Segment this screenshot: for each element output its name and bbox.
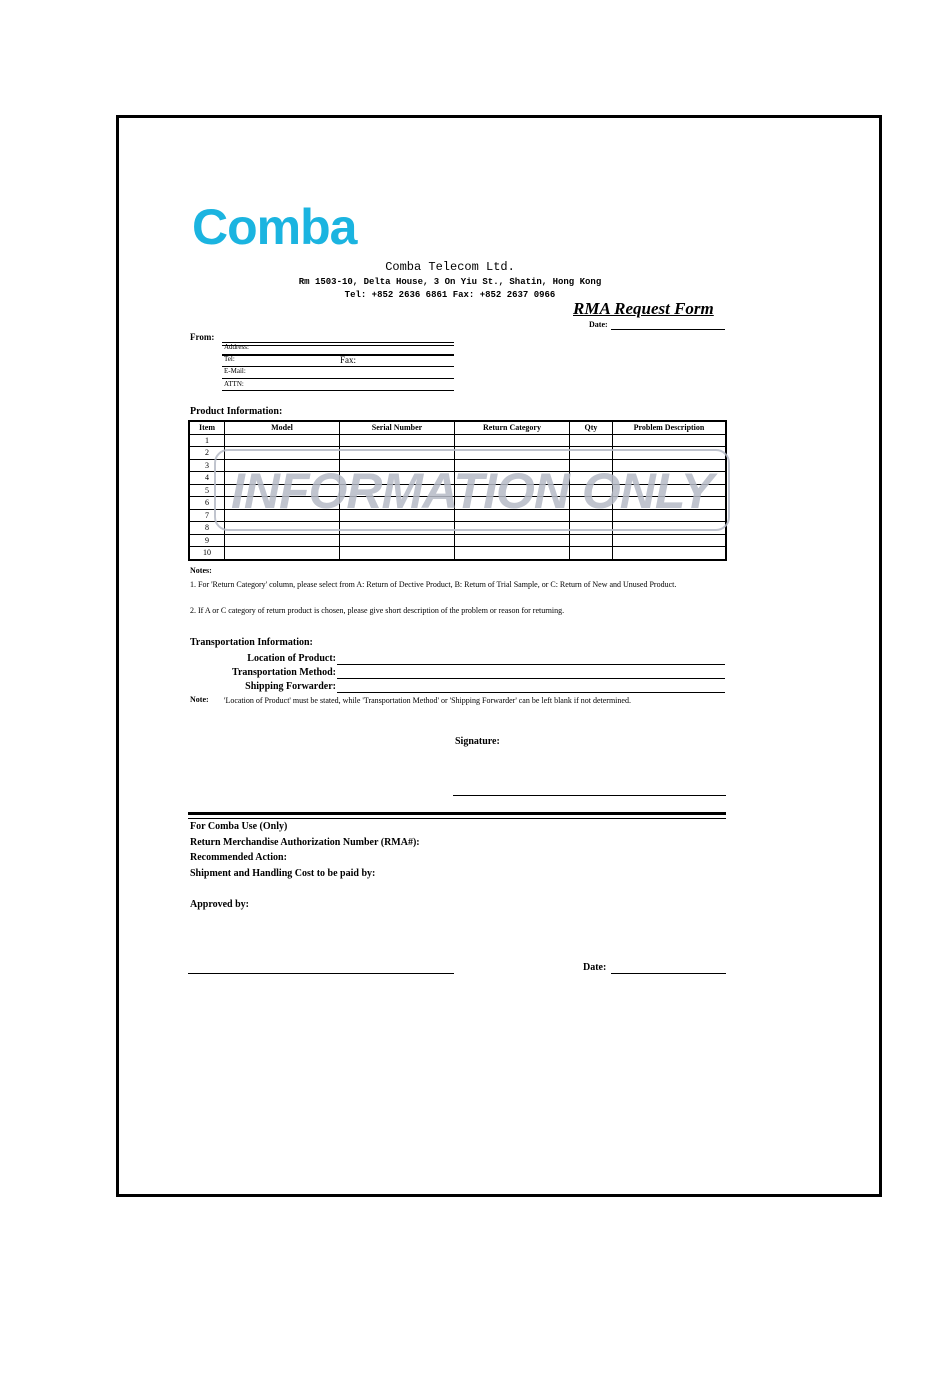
transport-heading: Transportation Information: bbox=[190, 637, 313, 648]
approval-date-label: Date: bbox=[583, 962, 607, 973]
rma-number-label: Return Merchandise Authorization Number (RMA#): bbox=[190, 837, 420, 848]
signature-field[interactable] bbox=[453, 795, 726, 796]
item-cell: 3 bbox=[189, 459, 225, 472]
forwarder-label: Shipping Forwarder: bbox=[245, 681, 336, 692]
notes-heading: Notes: bbox=[190, 566, 212, 575]
item-cell: 5 bbox=[189, 484, 225, 497]
item-cell: 6 bbox=[189, 497, 225, 510]
email-field[interactable] bbox=[222, 378, 454, 379]
from-name-field[interactable] bbox=[222, 342, 454, 343]
from-divider bbox=[222, 345, 454, 346]
company-contact: Tel: +852 2636 6861 Fax: +852 2637 0966 bbox=[344, 290, 556, 300]
tel-label: Tel: bbox=[224, 355, 235, 363]
table-row bbox=[189, 547, 726, 560]
approval-date-field[interactable] bbox=[611, 973, 726, 974]
attn-label: ATTN: bbox=[224, 380, 244, 388]
from-label: From: bbox=[190, 332, 215, 342]
item-cell: 8 bbox=[189, 522, 225, 535]
col-problem-description: Problem Description bbox=[613, 421, 727, 434]
qty-cell[interactable] bbox=[570, 434, 613, 447]
location-label: Location of Product: bbox=[247, 653, 336, 664]
problem-description-cell[interactable] bbox=[613, 547, 727, 560]
col-item: Item bbox=[189, 421, 225, 434]
address-field[interactable] bbox=[222, 354, 454, 356]
comba-use-heading: For Comba Use (Only) bbox=[190, 821, 288, 832]
method-field[interactable] bbox=[337, 678, 725, 679]
company-name: Comba Telecom Ltd. bbox=[385, 260, 515, 274]
approved-by-label: Approved by: bbox=[190, 899, 249, 910]
return-category-cell[interactable] bbox=[455, 434, 570, 447]
signature-label: Signature: bbox=[455, 736, 500, 747]
col-model: Model bbox=[225, 421, 340, 434]
address-label: Address: bbox=[224, 343, 249, 351]
table-header-row bbox=[189, 421, 726, 434]
location-field[interactable] bbox=[337, 664, 725, 665]
qty-cell[interactable] bbox=[570, 534, 613, 547]
attn-field[interactable] bbox=[222, 390, 454, 391]
date-field[interactable] bbox=[611, 329, 725, 330]
serial-number-cell[interactable] bbox=[340, 534, 455, 547]
item-cell: 4 bbox=[189, 472, 225, 485]
problem-description-cell[interactable] bbox=[613, 434, 727, 447]
problem-description-cell[interactable] bbox=[613, 534, 727, 547]
product-info-heading: Product Information: bbox=[190, 406, 283, 417]
form-title: RMA Request Form bbox=[573, 299, 714, 318]
note-2: 2. If A or C category of return product is chosen, please give short description of the problem or reason for returning. bbox=[190, 606, 565, 615]
col-return-category: Return Category bbox=[455, 421, 570, 434]
company-address: Rm 1503-10, Delta House, 3 On Yiu St., Shatin, Hong Kong bbox=[298, 277, 602, 287]
forwarder-field[interactable] bbox=[337, 692, 725, 693]
serial-number-cell[interactable] bbox=[340, 434, 455, 447]
date-label: Date: bbox=[589, 320, 608, 329]
item-cell: 10 bbox=[189, 547, 225, 560]
method-label: Transportation Method: bbox=[232, 667, 336, 678]
model-cell[interactable] bbox=[225, 434, 340, 447]
item-cell: 7 bbox=[189, 509, 225, 522]
col-qty: Qty bbox=[570, 421, 613, 434]
section-divider-thick bbox=[188, 812, 726, 815]
item-cell: 9 bbox=[189, 534, 225, 547]
item-cell: 1 bbox=[189, 434, 225, 447]
return-category-cell[interactable] bbox=[455, 547, 570, 560]
qty-cell[interactable] bbox=[570, 547, 613, 560]
fax-label: Fax: bbox=[340, 355, 357, 365]
note-1: 1. For 'Return Category' column, please select from A: Return of Dective Product, B: Return of Trial Sample, or C: Return of New and Unused Product. bbox=[190, 580, 677, 589]
tel-fax-field[interactable] bbox=[222, 366, 454, 367]
comba-logo: Comba bbox=[192, 199, 357, 255]
table-row bbox=[189, 434, 726, 447]
table-row bbox=[189, 534, 726, 547]
email-label: E-Mail: bbox=[224, 367, 246, 375]
approved-by-field[interactable] bbox=[188, 973, 454, 974]
model-cell[interactable] bbox=[225, 547, 340, 560]
information-only-watermark: INFORMATION ONLY bbox=[214, 449, 730, 531]
shipping-cost-label: Shipment and Handling Cost to be paid by: bbox=[190, 868, 376, 879]
section-divider-thin bbox=[188, 818, 726, 819]
recommended-action-label: Recommended Action: bbox=[190, 852, 287, 863]
transport-note-text: 'Location of Product' must be stated, while 'Transportation Method' or 'Shipping Forwarder' can be left blank if not determined. bbox=[224, 696, 631, 705]
return-category-cell[interactable] bbox=[455, 534, 570, 547]
transport-note-label: Note: bbox=[190, 695, 209, 704]
model-cell[interactable] bbox=[225, 534, 340, 547]
serial-number-cell[interactable] bbox=[340, 547, 455, 560]
col-serial-number: Serial Number bbox=[340, 421, 455, 434]
item-cell: 2 bbox=[189, 447, 225, 460]
